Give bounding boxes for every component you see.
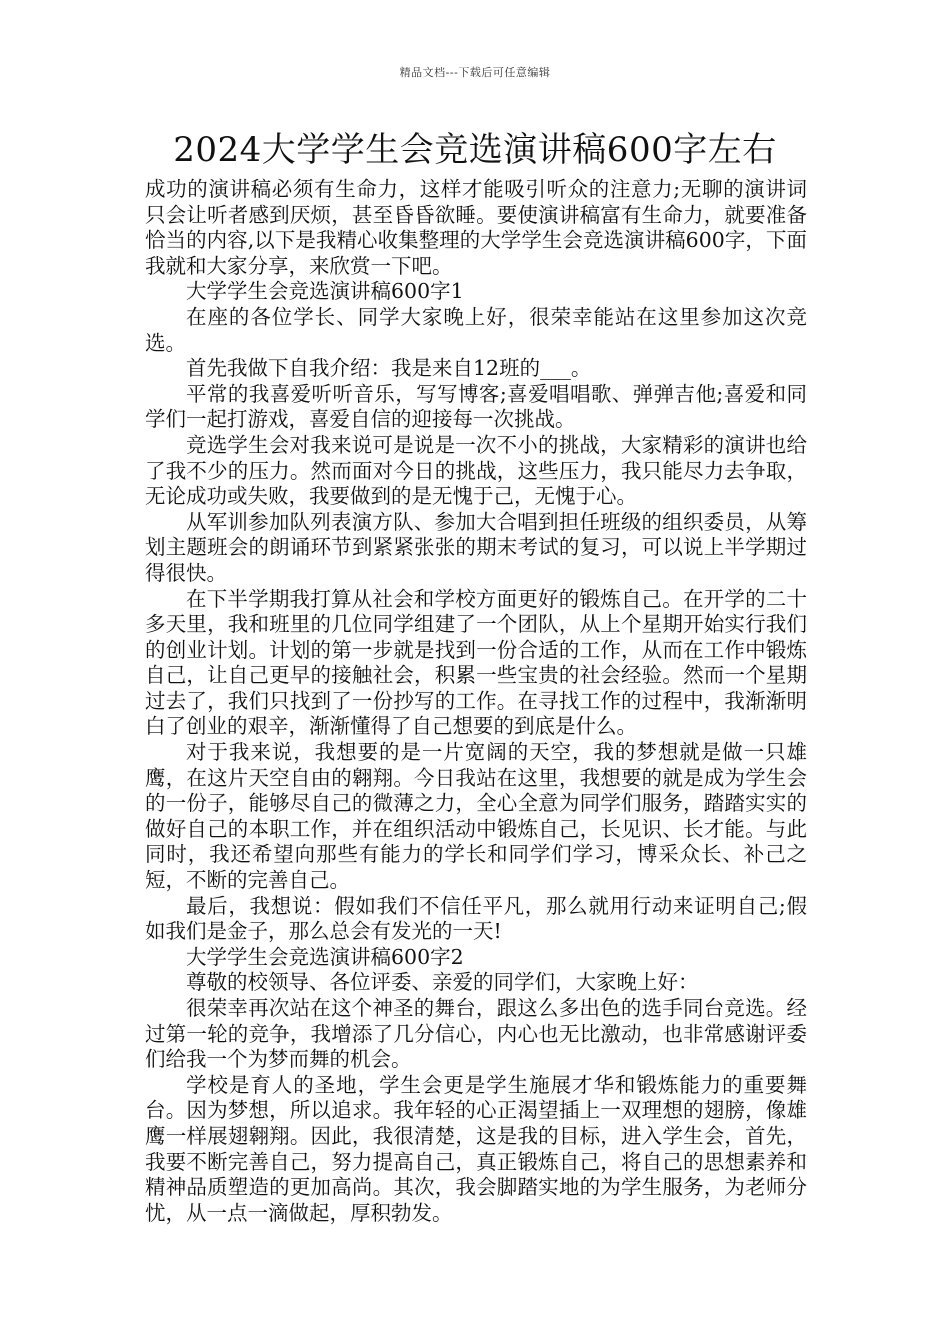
paragraph: 竞选学生会对我来说可是说是一次不小的挑战，大家精彩的演讲也给了我不少的压力。然而面对今日的挑战，这些压力，我只能尽力去争取，无论成功或失败，我要做到的是无愧于己，无愧于心。 xyxy=(145,432,807,509)
paragraph: 在下半学期我打算从社会和学校方面更好的锻炼自己。在开学的二十多天里，我和班里的几位同学组建了一个团队，从上个星期开始实行我们的创业计划。计划的第一步就是找到一份合适的工作，从而在工作中锻炼自己，让自己更早的接触社会，积累一些宝贵的社会经验。然而一个星期过去了，我们只找到了一份抄写的工作。在寻找工作的过程中，我渐渐明白了创业的艰辛，渐渐懂得了自己想要的到底是什么。 xyxy=(145,586,807,739)
paragraph: 学校是育人的圣地，学生会更是学生施展才华和锻炼能力的重要舞台。因为梦想，所以追求。我年轻的心正渴望插上一双理想的翅膀，像雄鹰一样展翅翱翔。因此，我很清楚，这是我的目标，进入学生会，首先，我要不断完善自己，努力提高自己，真正锻炼自己，将自己的思想素养和精神品质塑造的更加高尚。其次，我会脚踏实地的为学生服务，为老师分忧，从一点一滴做起，厚积勃发。 xyxy=(145,1072,807,1225)
paragraph: 从军训参加队列表演方队、参加大合唱到担任班级的组织委员，从筹划主题班会的朗诵环节到紧紧张张的期末考试的复习，可以说上半学期过得很快。 xyxy=(145,509,807,585)
paragraph: 在座的各位学长、同学大家晚上好，很荣幸能站在这里参加这次竞选。 xyxy=(145,304,807,355)
document-title: 2024大学学生会竞选演讲稿600字左右 xyxy=(173,130,777,170)
paragraph: 尊敬的校领导、各位评委、亲爱的同学们，大家晚上好： xyxy=(186,970,699,995)
document-body xyxy=(145,177,807,1226)
header-note: 精品文档---下载后可任意编辑 xyxy=(399,66,551,79)
section-heading-1: 大学学生会竞选演讲稿600字1 xyxy=(186,279,464,304)
paragraph: 首先我做下自我介绍：我是来自12班的___。 xyxy=(186,356,592,381)
paragraph: 最后，我想说：假如我们不信任平凡，那么就用行动来证明自己;假如我们是金子，那么总会有发光的一天! xyxy=(145,893,807,944)
paragraph: 很荣幸再次站在这个神圣的舞台，跟这么多出色的选手同台竞选。经过第一轮的竞争，我增添了几分信心，内心也无比激动，也非常感谢评委们给我一个为梦而舞的机会。 xyxy=(145,996,807,1072)
section-heading-2: 大学学生会竞选演讲稿600字2 xyxy=(186,944,464,969)
intro-paragraph: 成功的演讲稿必须有生命力，这样才能吸引听众的注意力;无聊的演讲词只会让听者感到厌烦，甚至昏昏欲睡。要使演讲稿富有生命力，就要准备恰当的内容,以下是我精心收集整理的大学学生会竞选演讲稿600字，下面我就和大家分享，来欣赏一下吧。 xyxy=(145,177,807,278)
paragraph: 平常的我喜爱听听音乐，写写博客;喜爱唱唱歌、弹弹吉他;喜爱和同学们一起打游戏，喜爱自信的迎接每一次挑战。 xyxy=(145,381,807,432)
paragraph: 对于我来说，我想要的是一片宽阔的天空，我的梦想就是做一只雄鹰，在这片天空自由的翱翔。今日我站在这里，我想要的就是成为学生会的一份子，能够尽自己的微薄之力，全心全意为同学们服务，踏踏实实的做好自己的本职工作，并在组织活动中锻炼自己，长见识、长才能。与此同时，我还希望向那些有能力的学长和同学们学习，博采众长、补己之短，不断的完善自己。 xyxy=(145,740,807,893)
